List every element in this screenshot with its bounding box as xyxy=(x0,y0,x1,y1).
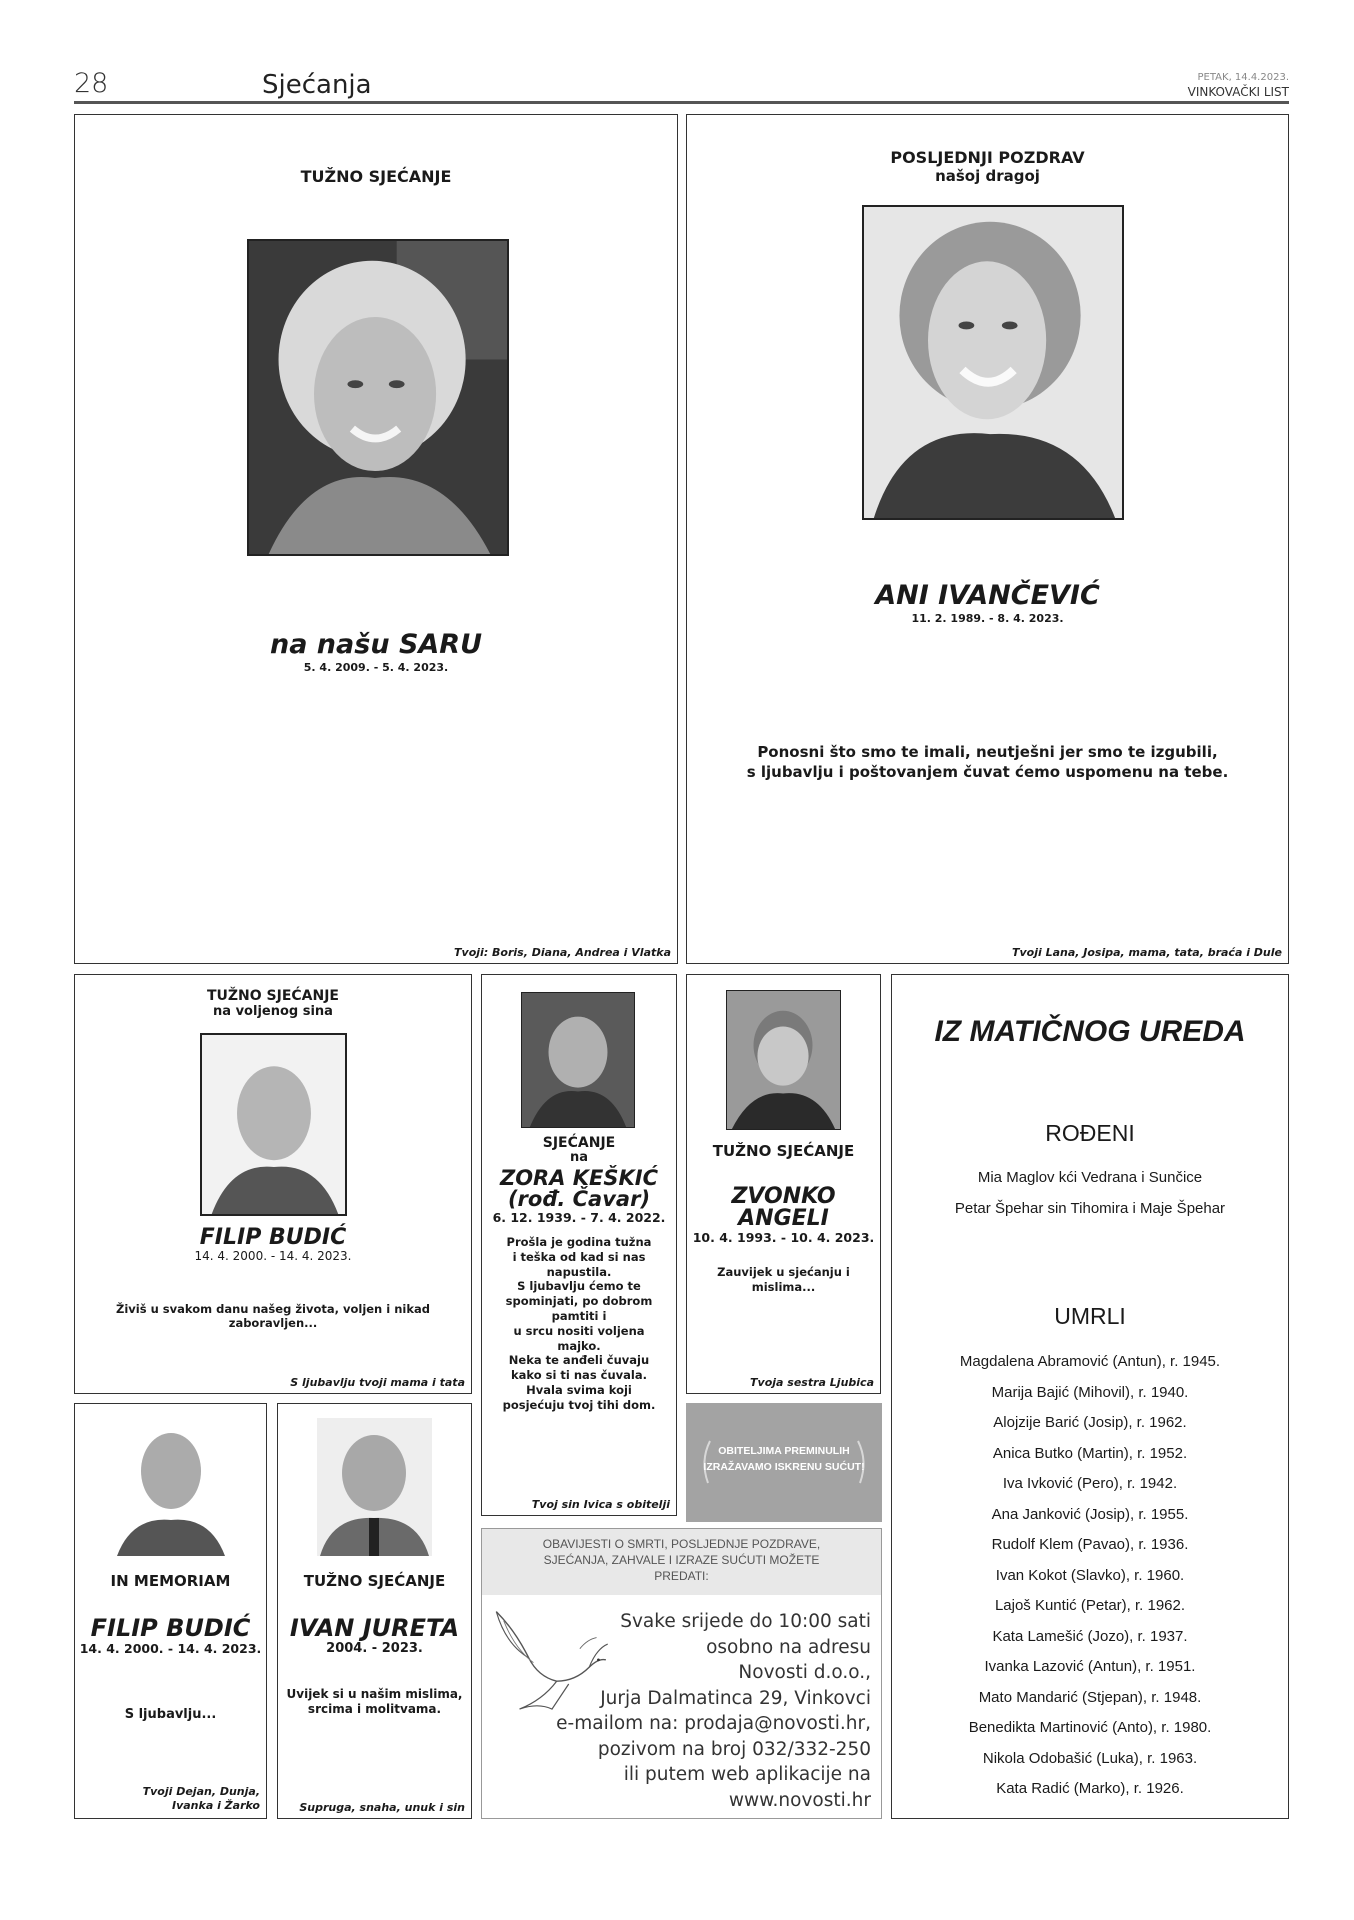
message: S ljubavlju... xyxy=(124,1707,217,1722)
portrait-photo xyxy=(112,1416,230,1556)
died-entry: Marija Bajić (Mihovil), r. 1940. xyxy=(991,1383,1189,1401)
registry-office xyxy=(891,974,1289,1819)
ad-line: Novosti d.o.o., xyxy=(738,1662,871,1683)
message-line-1: Zauvijek u sjećanju i xyxy=(717,1265,850,1279)
born-entry: Mia Maglov kći Vedrana i Sunčice xyxy=(977,1169,1203,1186)
page-number: 28 xyxy=(74,68,109,99)
died-entry: Benedikta Martinović (Anto), r. 1980. xyxy=(968,1719,1212,1736)
message-line: u srcu nositi voljena xyxy=(513,1323,645,1338)
died-entry: Iva Ivković (Pero), r. 1942. xyxy=(1002,1475,1178,1492)
died-entry: Rudolf Klem (Pavao), r. 1936. xyxy=(991,1536,1189,1553)
notice-heading: SJEĆANJE xyxy=(542,1135,616,1151)
message-line: S ljubavlju ćemo te xyxy=(517,1279,641,1294)
condolence-box xyxy=(686,1403,882,1522)
signature: Tvoja sestra Ljubica xyxy=(750,1376,874,1389)
message-line-1: Živiš u svakom danu našeg života, voljen i nikad xyxy=(116,1302,430,1316)
deceased-dates: 14. 4. 2000. - 14. 4. 2023. xyxy=(79,1641,262,1656)
message-line: i teška od kad si nas xyxy=(512,1249,646,1264)
section-title: Sjećanja xyxy=(262,70,372,100)
message-line-2: s ljubavlju i poštovanjem čuvat ćemo uspomenu na tebe. xyxy=(746,763,1229,781)
notice-subheading: našoj dragoj xyxy=(935,167,1040,185)
died-entry: Mato Mandarić (Stjepan), r. 1948. xyxy=(978,1688,1202,1706)
deceased-name: IVAN JURETA xyxy=(289,1614,460,1642)
portrait-photo xyxy=(200,1033,347,1216)
born-entry: Petar Špehar sin Tihomira i Maje Špehar xyxy=(954,1199,1226,1217)
notice-heading: POSLJEDNJI POZDRAV xyxy=(890,148,1085,167)
message-line: Prošla je godina tužna xyxy=(506,1235,652,1249)
condolence-line-2: IZRAŽAVAMO ISKRENU SUĆUT! xyxy=(703,1461,865,1473)
deceased-name: ZVONKO xyxy=(731,1184,836,1209)
deceased-name: ZORA KEŠKIĆ xyxy=(499,1166,659,1190)
portrait-photo xyxy=(521,992,635,1128)
deceased-name: ANI IVANČEVIĆ xyxy=(875,580,1100,611)
message-line: Hvala svima koji xyxy=(526,1382,632,1397)
deceased-name: FILIP BUDIĆ xyxy=(199,1225,347,1250)
ad-header-line-2: SJEĆANJA, ZAHVALE I IZRAZE SUĆUTI MOŽETE xyxy=(543,1553,820,1567)
notice-heading: TUŽNO SJEĆANJE xyxy=(303,1572,446,1590)
publication-name: VINKOVAČKI LIST xyxy=(1187,85,1289,99)
deceased-dates: 10. 4. 1993. - 10. 4. 2023. xyxy=(692,1230,875,1245)
notice-zora-keskic xyxy=(481,974,677,1516)
header-rule xyxy=(74,101,1289,104)
ad-header xyxy=(482,1529,881,1595)
message-line-1: Uvijek si u našim mislima, xyxy=(286,1687,463,1701)
ad-header-line-1: OBAVIJESTI O SMRTI, POSLJEDNJE POZDRAVE, xyxy=(542,1537,821,1551)
died-heading: UMRLI xyxy=(1054,1303,1126,1329)
signature: S ljubavlju tvoji mama i tata xyxy=(290,1376,465,1389)
ad-line: www.novosti.hr xyxy=(728,1789,871,1811)
born-list xyxy=(892,1163,1288,1224)
signature xyxy=(143,1785,260,1813)
message-line-2: srcima i molitvama. xyxy=(307,1702,442,1716)
notice-subheading: na xyxy=(569,1150,589,1165)
notice-heading: TUŽNO SJEĆANJE xyxy=(712,1142,855,1160)
notice-filip-budic xyxy=(74,974,472,1394)
message-line: majko. xyxy=(557,1338,601,1353)
notice-subheading: na voljenog sina xyxy=(213,1004,333,1019)
deceased-dates: 5. 4. 2009. - 5. 4. 2023. xyxy=(303,661,449,674)
died-entry: Anica Butko (Martin), r. 1952. xyxy=(992,1444,1188,1462)
registry-title: IZ MATIČNOG UREDA xyxy=(934,1015,1246,1048)
deceased-name: FILIP BUDIĆ xyxy=(90,1614,251,1642)
ad-line: osobno na adresu xyxy=(706,1636,871,1658)
died-entry: Alojzije Barić (Josip), r. 1962. xyxy=(993,1414,1187,1431)
ad-details xyxy=(556,1609,871,1813)
died-entry: Magdalena Abramović (Antun), r. 1945. xyxy=(959,1353,1221,1370)
notice-filip-in-memoriam xyxy=(74,1403,267,1819)
message-line-2: mislima... xyxy=(751,1280,816,1294)
message-line: kako si ti nas čuvala. xyxy=(510,1368,647,1383)
deceased-maiden-name: (rođ. Čavar) xyxy=(507,1187,651,1211)
died-entry: Ivan Kokot (Slavko), r. 1960. xyxy=(995,1566,1185,1584)
message-line-2: zaboravljen... xyxy=(228,1316,318,1330)
portrait-photo xyxy=(862,205,1124,520)
died-list xyxy=(892,1347,1288,1805)
deceased-dates: 2004. - 2023. xyxy=(326,1641,423,1656)
notice-ani xyxy=(686,114,1289,964)
died-entry: Kata Radić (Marko), r. 1926. xyxy=(996,1780,1184,1797)
died-entry: Ana Janković (Josip), r. 1955. xyxy=(991,1505,1189,1523)
condolence-line-1: OBITELJIMA PREMINULIH xyxy=(718,1445,850,1457)
deceased-dates: 14. 4. 2000. - 14. 4. 2023. xyxy=(194,1249,352,1263)
ad-line: Svake srijede do 10:00 sati xyxy=(620,1611,871,1632)
portrait-photo xyxy=(726,990,841,1130)
signature-line-2: Ivanka i Žarko xyxy=(172,1799,260,1812)
ad-header-line-3: PREDATI: xyxy=(654,1569,709,1583)
died-entry: Lajoš Kuntić (Petar), r. 1962. xyxy=(994,1597,1186,1614)
portrait-photo xyxy=(317,1418,432,1556)
born-heading: ROĐENI xyxy=(1045,1120,1135,1146)
died-entry: Nikola Odobašić (Luka), r. 1963. xyxy=(982,1749,1198,1767)
message-line: pamtiti i xyxy=(551,1308,607,1323)
notice-heading: TUŽNO SJEĆANJE xyxy=(300,167,452,186)
deceased-dates: 6. 12. 1939. - 7. 4. 2022. xyxy=(492,1210,666,1225)
signature: Supruga, snaha, unuk i sin xyxy=(299,1801,465,1814)
notice-heading: TUŽNO SJEĆANJE xyxy=(206,988,339,1004)
message-line: napustila. xyxy=(546,1264,612,1279)
deceased-surname: ANGELI xyxy=(738,1206,829,1231)
notice-heading: IN MEMORIAM xyxy=(110,1572,231,1590)
signature: Tvoj sin Ivica s obitelji xyxy=(531,1498,670,1511)
ad-line: ili putem web aplikacije na xyxy=(623,1764,871,1785)
message-line: Neka te anđeli čuvaju xyxy=(508,1353,650,1368)
ad-line: e-mailom na: prodaja@novosti.hr, xyxy=(556,1713,871,1734)
deceased-name: na našu SARU xyxy=(269,629,483,660)
portrait-photo xyxy=(247,239,509,556)
message xyxy=(482,1235,676,1413)
signature-line-1: Tvoji Dejan, Dunja, xyxy=(142,1785,260,1798)
ad-line: Jurja Dalmatinca 29, Vinkovci xyxy=(600,1687,871,1709)
submission-ad xyxy=(481,1528,882,1819)
message-line: posjećuju tvoj tihi dom. xyxy=(502,1397,656,1412)
message-line: spominjati, po dobrom xyxy=(505,1294,653,1309)
ad-line: pozivom na broj 032/332-250 xyxy=(597,1738,871,1760)
message-line-1: Ponosni što smo te imali, neutješni jer smo te izgubili, xyxy=(757,743,1218,761)
died-entry: Ivanka Lazović (Antun), r. 1951. xyxy=(984,1658,1196,1675)
deceased-dates: 11. 2. 1989. - 8. 4. 2023. xyxy=(911,612,1064,625)
notice-saru xyxy=(74,114,678,964)
notice-ivan-jureta xyxy=(277,1403,472,1819)
signature: Tvoji: Boris, Diana, Andrea i Vlatka xyxy=(454,946,671,959)
header-date: PETAK, 14.4.2023. xyxy=(1197,72,1289,83)
died-entry: Kata Lamešić (Jozo), r. 1937. xyxy=(992,1627,1188,1645)
page-header xyxy=(74,68,1289,104)
signature: Tvoji Lana, Josipa, mama, tata, braća i Dule xyxy=(1011,946,1282,959)
notice-zvonko-angeli xyxy=(686,974,881,1394)
